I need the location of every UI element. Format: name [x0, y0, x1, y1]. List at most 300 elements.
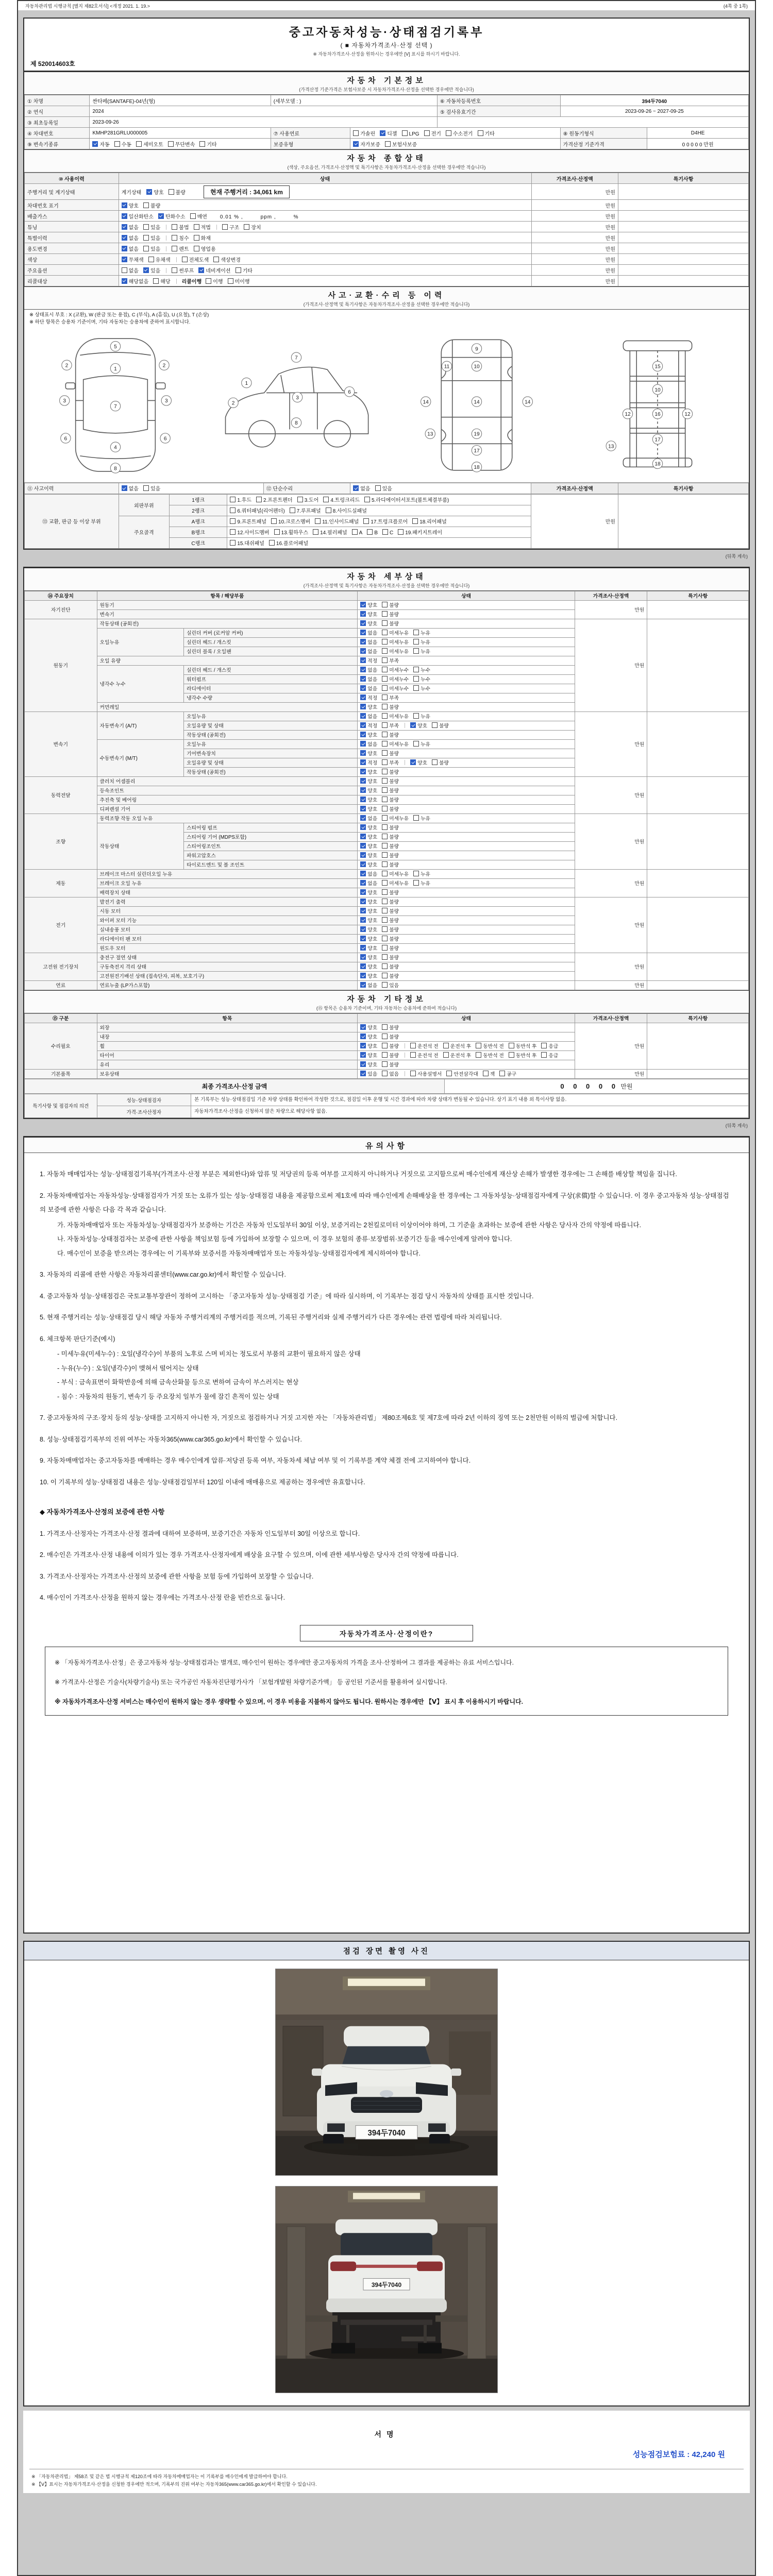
checkbox-group — [360, 872, 435, 877]
checkbox-양호[interactable] — [360, 1061, 377, 1068]
unchecked-box-icon — [382, 694, 388, 700]
checkbox-불량[interactable] — [382, 944, 399, 952]
checkbox-양호[interactable] — [360, 833, 377, 840]
checkbox-양호[interactable] — [146, 188, 163, 196]
checkbox-label: 불법 — [179, 225, 189, 231]
label-cell: 1랭크 — [169, 494, 227, 505]
checkbox-누유[interactable] — [413, 815, 430, 822]
value-cell: 0 0 0 0 0 만원 — [647, 139, 749, 149]
checkbox-기타[interactable] — [236, 266, 253, 274]
checkbox-미세누유[interactable] — [382, 629, 409, 636]
checkbox-누유[interactable] — [413, 740, 430, 748]
unchecked-box-icon — [382, 1052, 388, 1058]
checkbox-불법[interactable] — [172, 223, 189, 231]
value-cell — [119, 222, 531, 232]
item-label: 스티어링 펌프 — [184, 823, 358, 832]
checkbox-불량[interactable] — [382, 787, 399, 794]
footnote-1: ※ 「자동차관리법」 제58조 및 같은 법 시행규칙 제120조에 따라 자동차매매업자는 이 기록부를 매수인에게 발급하여야 합니다. — [31, 2474, 288, 2479]
checkbox-침수[interactable] — [172, 234, 189, 242]
checkbox-미세누유[interactable] — [382, 879, 409, 887]
checkbox-없음[interactable] — [360, 870, 377, 877]
svg-text:14: 14 — [525, 399, 531, 405]
checkbox-3.도어[interactable] — [297, 496, 319, 503]
final-price-unit: 만원 — [620, 1082, 633, 1090]
checkbox-탄화수소[interactable] — [158, 212, 186, 220]
checkbox-있음[interactable] — [143, 266, 160, 274]
checkbox-양호[interactable] — [410, 722, 427, 729]
checkbox-불량[interactable] — [432, 722, 449, 729]
checkbox-없음[interactable] — [122, 245, 139, 252]
checkbox-잭[interactable] — [483, 1070, 495, 1077]
section-title: 자동차 종합상태 — [347, 154, 426, 163]
checked-box-icon — [146, 189, 152, 195]
checkbox-일산화탄소[interactable] — [122, 212, 154, 220]
checked-box-icon — [360, 806, 366, 811]
checkbox-양호[interactable] — [360, 1033, 377, 1040]
checkbox-미세누유[interactable] — [382, 638, 409, 646]
checkbox-영업용[interactable] — [194, 245, 216, 252]
checkbox-해당없음[interactable] — [122, 277, 149, 285]
checkbox-이행[interactable] — [206, 277, 223, 285]
checkbox-11.인사이드패널[interactable] — [315, 517, 359, 525]
unchecked-box-icon — [364, 497, 370, 502]
checkbox-1.후드[interactable] — [230, 496, 251, 503]
checkbox-불량[interactable] — [382, 620, 399, 627]
item-label: 발전기 출력 — [97, 897, 358, 906]
checkbox-label: 양호 — [367, 612, 378, 618]
notice-item: - 미세누유(미세누수) : 오일(냉각수)이 부품의 노후로 스며 비치는 정도로서 부품의 교환이 필요하지 않은 상태 — [57, 1350, 361, 1358]
section-basic-info — [24, 72, 749, 95]
checkbox-동반석 전[interactable] — [476, 1052, 504, 1059]
checkbox-label: 불량 — [389, 835, 399, 840]
checkbox-응급[interactable] — [541, 1042, 558, 1049]
checkbox-무채색[interactable] — [122, 256, 144, 263]
checkbox-양호[interactable] — [360, 805, 377, 812]
checkbox-없음[interactable] — [360, 879, 377, 887]
checkbox-불량[interactable] — [382, 1033, 399, 1040]
checkbox-없음[interactable] — [360, 713, 377, 720]
unchecked-box-icon — [172, 235, 177, 241]
checkbox-불량[interactable] — [382, 601, 399, 608]
note-cell — [647, 897, 749, 953]
group-label: 기본품목 — [25, 1069, 97, 1078]
checkbox-label: 미세누유 — [389, 714, 409, 720]
checkbox-양호[interactable] — [360, 768, 377, 775]
checkbox-불량[interactable] — [143, 201, 160, 209]
checkbox-운전석 후[interactable] — [443, 1042, 472, 1049]
checkbox-자가보증[interactable] — [353, 140, 380, 148]
checkbox-양호[interactable] — [360, 926, 377, 933]
checkbox-13.휠하우스[interactable] — [274, 528, 309, 536]
checkbox-색상변경[interactable] — [213, 256, 241, 263]
svg-text:8: 8 — [294, 420, 298, 426]
unchecked-box-icon — [382, 954, 388, 960]
note-cell — [647, 1023, 749, 1069]
divider — [176, 279, 177, 284]
checkbox-사용설명서[interactable] — [410, 1070, 442, 1077]
checkbox-불량[interactable] — [382, 963, 399, 970]
checkbox-없음[interactable] — [360, 629, 377, 636]
checkbox-기타[interactable] — [478, 129, 495, 137]
checkbox-미세누유[interactable] — [382, 870, 409, 877]
item-label: 작동상태 (공회전) — [184, 730, 358, 739]
header-cell: 상태 — [119, 173, 531, 184]
label-cell: B랭크 — [169, 527, 227, 537]
status-cell — [358, 860, 575, 869]
checkbox-동반석 후[interactable] — [509, 1042, 537, 1049]
panel-number-6 — [61, 433, 71, 443]
checkbox-label: 불량 — [389, 1025, 399, 1031]
sub-group-label: 수동변속기 (M/T) — [97, 739, 184, 776]
checkbox-4.트렁크리드[interactable] — [323, 496, 360, 503]
checkbox-양호[interactable] — [360, 611, 377, 618]
checkbox-5.라디에이터서포트(볼트체결부품)[interactable] — [364, 496, 449, 503]
checkbox-있음[interactable] — [143, 223, 160, 231]
checkbox-없음[interactable] — [360, 648, 377, 655]
checkbox-양호[interactable] — [360, 954, 377, 961]
item-label: 작동상태 (공회전) — [184, 767, 358, 776]
note-cell — [647, 619, 749, 711]
checkbox-불량[interactable] — [382, 703, 399, 710]
checkbox-누유[interactable] — [413, 648, 430, 655]
header-cell: 특기사항 — [647, 591, 749, 600]
checkbox-응급[interactable] — [541, 1052, 558, 1059]
checkbox-수동[interactable] — [114, 140, 131, 148]
checkbox-양호[interactable] — [360, 944, 377, 952]
checkbox-있음[interactable] — [360, 1070, 377, 1077]
notice-item: 8. 성능·상태점검기록부의 진위 여부는 자동차365(www.car365.go.kr)에서 확인할 수 있습니다. — [40, 1435, 302, 1443]
unchecked-box-icon — [363, 518, 369, 524]
checkbox-구조[interactable] — [222, 223, 239, 231]
table-row — [25, 232, 749, 243]
checkbox-없음[interactable] — [122, 266, 139, 274]
checkbox-세미오토[interactable] — [136, 140, 163, 148]
checkbox-적정[interactable] — [360, 657, 377, 664]
section-title: 자동차 기본정보 — [347, 76, 426, 85]
checkbox-label: 불량 — [389, 918, 399, 924]
checkbox-양호[interactable] — [360, 787, 377, 794]
panel-number-2 — [228, 398, 238, 408]
notice-item: 3. 자동차의 리콜에 관한 사항은 자동차리콜센터(www.car.go.kr)에서 확인할 수 있습니다. — [40, 1271, 286, 1278]
checkbox-불량[interactable] — [382, 907, 399, 914]
checkbox-유채색[interactable] — [148, 256, 171, 263]
checkbox-불량[interactable] — [382, 750, 399, 757]
checkbox-양호[interactable] — [360, 907, 377, 914]
status-cell — [358, 711, 575, 721]
notice-item: 9. 자동차매매업자는 중고자동차를 매매하는 경우 매수인에게 압류·저당권 등록 여부, 자동차세 체납 여부 및 이 기록부를 계약 체결 전에 고지하여야 합니다. — [40, 1457, 471, 1464]
checkbox-없음[interactable] — [360, 666, 377, 673]
checkbox-양호[interactable] — [360, 917, 377, 924]
checkbox-양호[interactable] — [360, 824, 377, 831]
unchecked-box-icon — [382, 945, 388, 951]
checkbox-적정[interactable] — [360, 694, 377, 701]
panel-number-17 — [652, 434, 662, 444]
unchecked-box-icon — [375, 485, 381, 491]
checkbox-B[interactable] — [367, 529, 378, 536]
checked-box-icon — [360, 639, 366, 645]
checkbox-부족[interactable] — [382, 722, 399, 729]
checked-box-icon — [360, 843, 366, 849]
document-subtitle: ( ■ 자동차가격조사·산정 선택 ) — [340, 42, 433, 49]
checkbox-보험사보증[interactable] — [385, 140, 417, 148]
checkbox-해당[interactable] — [153, 277, 170, 285]
checkbox-누유[interactable] — [413, 629, 430, 636]
checkbox-불량[interactable] — [432, 759, 449, 766]
panel-number-8 — [291, 417, 301, 427]
checkbox-불량[interactable] — [169, 188, 186, 196]
checkbox-동반석 전[interactable] — [476, 1042, 504, 1049]
checkbox-양호[interactable] — [360, 796, 377, 803]
checkbox-17.트렁크플로어[interactable] — [363, 517, 408, 525]
unchecked-box-icon — [382, 982, 388, 988]
item-label: 시동 모터 — [97, 906, 358, 916]
checkbox-불량[interactable] — [382, 935, 399, 942]
checkbox-가솔린[interactable] — [353, 129, 375, 137]
checkbox-안전삼각대[interactable] — [446, 1070, 478, 1077]
divider — [176, 257, 177, 262]
checkbox-양호[interactable] — [360, 898, 377, 905]
checkbox-label: 운전석 후 — [450, 1053, 472, 1059]
checkbox-불량[interactable] — [382, 954, 399, 961]
checkbox-14.필러패널[interactable] — [313, 528, 347, 536]
checkbox-양호[interactable] — [360, 861, 377, 868]
checkbox-부족[interactable] — [382, 694, 399, 701]
checkbox-8.사이드실패널[interactable] — [326, 506, 367, 514]
checkbox-label: 미세누수 — [389, 668, 409, 673]
checkbox-2.프론트펜더[interactable] — [256, 496, 293, 503]
checkbox-없음[interactable] — [360, 675, 377, 683]
checkbox-미세누유[interactable] — [382, 815, 409, 822]
checkbox-15.대쉬패널[interactable] — [230, 539, 264, 547]
checkbox-누수[interactable] — [413, 666, 430, 673]
checkbox-label: 있음 — [389, 983, 399, 989]
checkbox-전기[interactable] — [424, 129, 441, 137]
sub-group-label: 작동상태 — [97, 823, 184, 869]
checkbox-불량[interactable] — [382, 1061, 399, 1068]
checkbox-7.루프패널[interactable] — [290, 506, 321, 514]
checkbox-미세누수[interactable] — [382, 666, 409, 673]
checkbox-label: 없음 — [128, 246, 139, 252]
checkbox-10.크로스멤버[interactable] — [271, 517, 310, 525]
checkbox-없음[interactable] — [353, 484, 370, 492]
unchecked-box-icon — [382, 843, 388, 849]
checkbox-양호[interactable] — [360, 1052, 377, 1059]
checkbox-누수[interactable] — [413, 675, 430, 683]
checkbox-group — [230, 541, 313, 547]
checkbox-디젤[interactable] — [380, 129, 397, 137]
checkbox-양호[interactable] — [360, 842, 377, 850]
checkbox-양호[interactable] — [360, 777, 377, 785]
checkbox-group — [360, 964, 404, 970]
checkbox-label: 미이행 — [234, 279, 250, 285]
checkbox-동반석 후[interactable] — [509, 1052, 537, 1059]
checkbox-있음[interactable] — [143, 245, 160, 252]
checkbox-양호[interactable] — [360, 935, 377, 942]
checkbox-label: 적정 — [367, 658, 378, 664]
checkbox-미세누유[interactable] — [382, 740, 409, 748]
checkbox-없음[interactable] — [122, 484, 139, 492]
notice-box-item: ※ 가격조사·산정은 기술사(차량기술사) 또는 국가공인 자동차진단평가사가 「보험개발원 차량기준가액」 등 공인된 기준서를 활용하여 실시합니다. — [55, 1678, 447, 1686]
checkbox-양호[interactable] — [360, 1024, 377, 1031]
note-cell — [647, 600, 749, 619]
checkbox-있음[interactable] — [143, 234, 160, 242]
checkbox-수소전기[interactable] — [446, 129, 473, 137]
checkbox-불량[interactable] — [382, 777, 399, 785]
checkbox-양호[interactable] — [360, 889, 377, 896]
checkbox-C[interactable] — [382, 529, 393, 536]
checkbox-적법[interactable] — [194, 223, 211, 231]
label-cell: 가격산정 기준가격 — [560, 139, 647, 149]
checkbox-없음[interactable] — [122, 234, 139, 242]
checkbox-양호[interactable] — [360, 972, 377, 979]
checkbox-불량[interactable] — [382, 1024, 399, 1031]
checkbox-운전석 전[interactable] — [410, 1042, 439, 1049]
checkbox-9.프론트패널[interactable] — [230, 517, 266, 525]
checkbox-불량[interactable] — [382, 824, 399, 831]
status-cell — [358, 888, 575, 897]
svg-text:9: 9 — [475, 346, 479, 352]
checkbox-부족[interactable] — [382, 759, 399, 766]
unchecked-box-icon — [382, 1033, 388, 1039]
checkbox-19.패키지트레이[interactable] — [398, 528, 442, 536]
checkbox-불량[interactable] — [382, 833, 399, 840]
checked-box-icon — [360, 676, 366, 682]
checkbox-양호[interactable] — [360, 731, 377, 738]
checkbox-label: 17.트렁크플로어 — [371, 519, 408, 525]
checkbox-누유[interactable] — [413, 638, 430, 646]
checkbox-불량[interactable] — [382, 1042, 399, 1049]
value-cell — [119, 200, 531, 211]
checkbox-A[interactable] — [352, 529, 363, 536]
checkbox-양호[interactable] — [360, 1042, 377, 1049]
checkbox-누수[interactable] — [413, 685, 430, 692]
checkbox-양호[interactable] — [360, 601, 377, 608]
checkbox-렌트[interactable] — [172, 245, 189, 252]
checkbox-불량[interactable] — [382, 842, 399, 850]
checkbox-양호[interactable] — [360, 620, 377, 627]
checkbox-LPG[interactable] — [402, 130, 419, 137]
price-cell: 만원 — [575, 711, 647, 776]
checkbox-불량[interactable] — [382, 805, 399, 812]
checkbox-없음[interactable] — [360, 685, 377, 692]
unchecked-box-icon — [382, 834, 388, 839]
unchecked-box-icon — [413, 741, 419, 747]
document-header — [24, 19, 749, 72]
checkbox-label: 8.사이드실패널 — [332, 509, 367, 514]
checkbox-공구[interactable] — [499, 1070, 516, 1077]
checkbox-불량[interactable] — [382, 898, 399, 905]
checkbox-불량[interactable] — [382, 926, 399, 933]
checkbox-label: 기타 — [207, 142, 217, 148]
checkbox-있음[interactable] — [382, 981, 399, 989]
checkbox-화재[interactable] — [194, 234, 211, 242]
cell-suffix: 0.01 % , ppm , % — [220, 214, 299, 220]
table-row — [25, 619, 749, 628]
checkbox-18.리어패널[interactable] — [412, 517, 447, 525]
checkbox-불량[interactable] — [382, 861, 399, 868]
unchecked-box-icon — [274, 529, 280, 535]
checkbox-label: 무채색 — [128, 257, 144, 263]
checkbox-label: 수소전기 — [452, 131, 473, 137]
checkbox-불량[interactable] — [382, 768, 399, 775]
checkbox-누유[interactable] — [413, 870, 430, 877]
checkbox-16.플로어패널[interactable] — [269, 539, 308, 547]
checkbox-없음[interactable] — [122, 223, 139, 231]
checkbox-네비게이션[interactable] — [198, 266, 230, 274]
checkbox-label: 누유 — [421, 714, 431, 720]
checkbox-부족[interactable] — [382, 657, 399, 664]
checkbox-양호[interactable] — [360, 963, 377, 970]
photos-title: 점검 장면 촬영 사진 — [24, 1942, 749, 1960]
checkbox-누유[interactable] — [413, 879, 430, 887]
checkbox-미이행[interactable] — [228, 277, 250, 285]
checkbox-미세누유[interactable] — [382, 713, 409, 720]
checkbox-label: 양호 — [367, 927, 378, 933]
unchecked-box-icon — [382, 611, 388, 617]
checkbox-불량[interactable] — [382, 889, 399, 896]
checkbox-양호[interactable] — [360, 750, 377, 757]
panel-number-18 — [652, 459, 662, 468]
checkbox-불량[interactable] — [382, 731, 399, 738]
checkbox-적정[interactable] — [360, 722, 377, 729]
checkbox-불량[interactable] — [382, 917, 399, 924]
checkbox-무단변속[interactable] — [168, 140, 195, 148]
checkbox-장치[interactable] — [244, 223, 261, 231]
checkbox-기타[interactable] — [199, 140, 216, 148]
checkbox-label: 렌트 — [179, 246, 189, 252]
checkbox-운전석 후[interactable] — [443, 1052, 472, 1059]
checkbox-미세누유[interactable] — [382, 648, 409, 655]
checkbox-불량[interactable] — [382, 852, 399, 859]
checkbox-6.쿼터패널(리어펜더)[interactable] — [230, 506, 284, 514]
checkbox-운전석 전[interactable] — [410, 1052, 439, 1059]
checkbox-전체도색[interactable] — [182, 256, 209, 263]
checkbox-불량[interactable] — [382, 1052, 399, 1059]
checkbox-불량[interactable] — [382, 611, 399, 618]
checkbox-불량[interactable] — [382, 796, 399, 803]
checkbox-미세누수[interactable] — [382, 675, 409, 683]
checkbox-양호[interactable] — [360, 703, 377, 710]
checkbox-자동[interactable] — [92, 140, 109, 148]
item-label: 실린더 헤드 / 개스킷 — [184, 665, 358, 674]
checkbox-없음[interactable] — [360, 740, 377, 748]
checkbox-불량[interactable] — [382, 972, 399, 979]
header-cell: 가격조사·산정액 — [575, 1013, 647, 1023]
unchecked-box-icon — [199, 141, 205, 147]
checkbox-양호[interactable] — [360, 852, 377, 859]
checkbox-누유[interactable] — [413, 713, 430, 720]
status-cell — [358, 832, 575, 841]
item-label: 스티어링 기어 (MDPS포함) — [184, 832, 358, 841]
checkbox-label: 미세누유 — [389, 881, 409, 887]
checkbox-label: 없음 — [367, 881, 378, 887]
checkbox-매연[interactable] — [190, 212, 207, 220]
checkbox-미세누수[interactable] — [382, 685, 409, 692]
checkbox-썬루프[interactable] — [172, 266, 194, 274]
checkbox-적정[interactable] — [360, 759, 377, 766]
checkbox-없음[interactable] — [360, 815, 377, 822]
checkbox-12.사이드멤버[interactable] — [230, 528, 269, 536]
checkbox-양호[interactable] — [122, 201, 139, 209]
checkbox-양호[interactable] — [410, 759, 427, 766]
checkbox-있음[interactable] — [143, 484, 160, 492]
checkbox-있음[interactable] — [375, 484, 392, 492]
checkbox-없음[interactable] — [382, 1070, 399, 1077]
checkbox-label: 양호 — [367, 825, 378, 831]
checkbox-없음[interactable] — [360, 981, 377, 989]
checkbox-없음[interactable] — [360, 638, 377, 646]
checkbox-group — [122, 225, 266, 231]
